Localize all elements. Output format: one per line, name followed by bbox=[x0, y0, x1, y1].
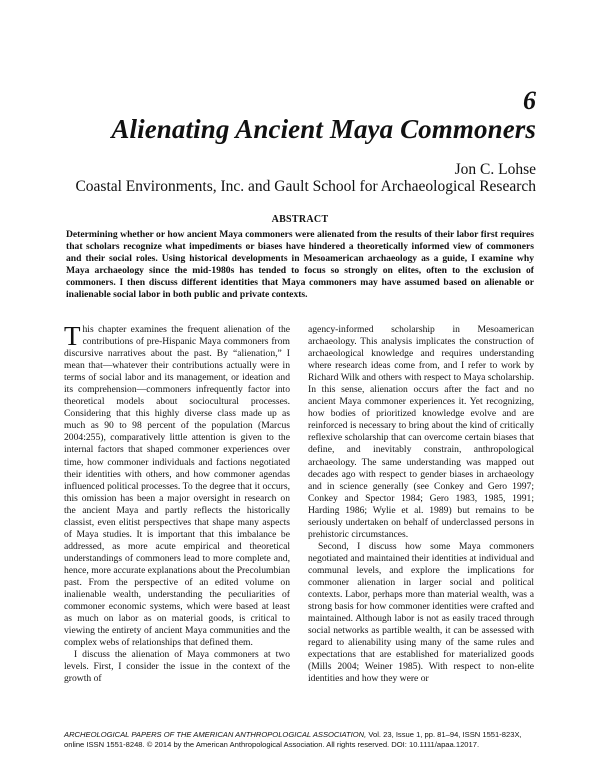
paragraph: agency-informed scholarship in Mesoamerican archaeology. This analysis implicates the construction of archaeological knowledge and requires understanding where research ideas come from, and I refer to work by Richard Wilk and others with respect to Maya scholarship. In this sense, alienation occurs after the fact and no ancient Maya commoner experiences it. Yet recognizing, how bodies of prioritized knowledge evolve and are reinforced is necessary to bring about the kind of critically reflexive scholarship that can overcome certain biases that define, and inevitably constrain, anthropological archaeology. The same understanding was mapped out decades ago with respect to gender biases in archaeology and in science generally (see Conkey and Gero 1997; Conkey and Spector 1984; Gero 1983, 1985, 1991; Harding 1986; Wylie et al. 1989) but remains to be seriously undertaken on behalf of underclassed persons in prehistoric circumstances. bbox=[308, 324, 534, 540]
drop-cap: T bbox=[64, 321, 81, 351]
author-affiliation: Coastal Environments, Inc. and Gault School for Archaeological Research bbox=[75, 178, 536, 195]
chapter-number: 6 bbox=[523, 86, 536, 115]
citation-footer bbox=[64, 730, 534, 750]
author-name: Jon C. Lohse bbox=[454, 161, 536, 178]
citation-details: Vol. 23, Issue 1, pp. 81–94, ISSN 1551-823X, bbox=[366, 730, 522, 739]
paragraph: I discuss the alienation of Maya commoners at two levels. First, I consider the issue in the context of the growth of bbox=[64, 649, 290, 685]
abstract-heading: ABSTRACT bbox=[271, 214, 329, 225]
paragraph bbox=[64, 321, 290, 649]
copyright-line: online ISSN 1551-8248. © 2014 by the American Anthropological Association. All rights reserved. DOI: 10.1111/apaa.12017. bbox=[64, 740, 480, 749]
abstract-text: Determining whether or how ancient Maya commoners were alienated from the results of their labor first requires that scholars recognize what impediments or biases have hindered a theoretically informed view of commoners and their social roles. Using historical developments in Mesoamerican archaeology as a guide, I examine why Maya archaeology since the mid-1980s has tended to focus so strongly on elites, often to the exclusion of commoners. I then discuss different identities that Maya commoners may have assumed based on alienable or inalienable social labor in both public and private contexts. bbox=[66, 229, 534, 301]
paragraph-text: his chapter examines the frequent alienation of the contributions of pre-Hispanic Maya commoners from discursive narratives about the past. By “alienation,” I mean that—whatever their contributions actually were in terms of social labor and its management, or ideation and its comprehension—commoners infrequently factor into theoretical models about sociocultural processes. Considering that this highly diverse class made up as much as 90 to 98 percent of the population (Marcus 2004:255), comparatively little attention is given to the internal factors that shaped commoner experiences over time, how commoner individuals and factions negotiated their identities with others, and how commoner agendas influenced political processes. To the degree that it occurs, this omission has been a major oversight in research on the ancient Maya and partly reflects the historically classist, even elitist perspectives that shape many aspects of Maya studies. It is important that this imbalance be addressed, as more acute empirical and theoretical understandings of commoners lead to more complete and, hence, more accurate explanations about the Precolumbian past. From the perspective of an edited volume on inalienable wealth, understanding the peculiarities of commoner economic systems, which were based at least as much on labor as on material goods, is critical to viewing the entirety of ancient Maya communities and the complex webs of relationships that defined them. bbox=[64, 324, 290, 649]
chapter-title: Alienating Ancient Maya Commoners bbox=[111, 114, 536, 144]
body-column-left bbox=[64, 321, 290, 685]
paragraph: Second, I discuss how some Maya commoners negotiated and maintained their identities at individual and communal levels, and explore the implications for commoner alienation in larger social and political contexts. Labor, perhaps more than material wealth, was a strong basis for how commoner identities were crafted and maintained. Although labor is not as easily traced through social networks as partible wealth, it can be assessed with regard to alienability using many of the same rules and expectations that are established for materialized goods (Mills 2004; Weiner 1985). With respect to non-elite identities and how they were or bbox=[308, 540, 534, 685]
body-column-right bbox=[308, 324, 534, 685]
journal-name: ARCHEOLOGICAL PAPERS OF THE AMERICAN ANTHROPOLOGICAL ASSOCIATION, bbox=[64, 730, 367, 739]
